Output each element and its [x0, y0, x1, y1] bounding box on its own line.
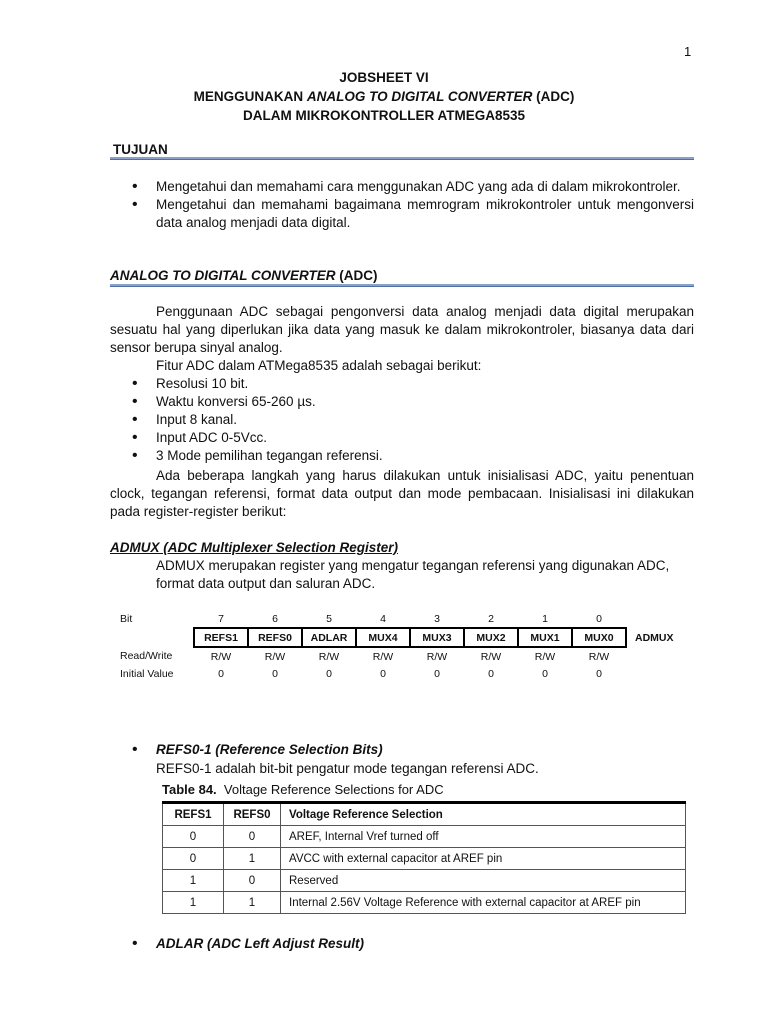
bit-number: 7 — [218, 612, 224, 625]
rw-value: R/W — [480, 650, 502, 663]
initial-value: 0 — [542, 667, 548, 680]
list-item: • Resolusi 10 bit. — [110, 375, 694, 393]
initial-value: 0 — [218, 667, 224, 680]
title-line-3: DALAM MIKROKONTROLLER ATMEGA8535 — [242, 108, 525, 123]
bit-number: 1 — [542, 612, 548, 625]
list-item: • Input ADC 0-5Vcc. — [110, 429, 694, 447]
table-cell: 0 — [224, 870, 281, 892]
title-line-2 — [0, 89, 768, 104]
initial-value: 0 — [434, 667, 440, 680]
table-cell: 1 — [163, 870, 224, 892]
initial-value: 0 — [380, 667, 386, 680]
initial-value: 0 — [596, 667, 602, 680]
column-header: Voltage Reference Selection — [281, 803, 686, 826]
initial-value: 0 — [326, 667, 332, 680]
list-item: • Mengetahui dan memahami bagaimana memrogram mikrokontroler untuk mengonversi data analog menjadi data digital. — [110, 196, 694, 232]
table-caption-text: Voltage Reference Selections for ADC — [216, 782, 444, 797]
adc-paragraph-2: Fitur ADC dalam ATMega8535 adalah sebagai berikut: — [156, 358, 482, 373]
list-item — [110, 935, 694, 953]
rw-value: R/W — [318, 650, 340, 663]
table-cell: AVCC with external capacitor at AREF pin — [281, 848, 686, 870]
table-cell: 0 — [163, 826, 224, 848]
admux-heading: ADMUX (ADC Multiplexer Selection Register) — [110, 540, 399, 555]
refs-bullet-text: REFS0-1 (Reference Selection Bits) — [156, 742, 383, 757]
column-header: REFS0 — [224, 803, 281, 826]
tujuan-heading: TUJUAN — [113, 142, 168, 157]
table-cell: AREF, Internal Vref turned off — [281, 826, 686, 848]
bit-number: 0 — [596, 612, 602, 625]
table-cell: 1 — [224, 848, 281, 870]
adlar-list — [110, 935, 694, 953]
voltage-reference-table — [162, 801, 686, 914]
title-line-2-italic: ANALOG TO DIGITAL CONVERTER — [306, 89, 533, 104]
list-item: • Waktu konversi 65-260 µs. — [110, 393, 694, 411]
table-row — [163, 870, 686, 892]
list-item: • Input 8 kanal. — [110, 411, 694, 429]
register-bit-name: MUX1 — [518, 628, 572, 647]
initial-value: 0 — [488, 667, 494, 680]
feature-list — [110, 375, 694, 465]
list-item: • Mengetahui dan memahami cara menggunakan ADC yang ada di dalam mikrokontroler. — [110, 178, 694, 196]
table-caption — [162, 782, 444, 797]
bit-number: 3 — [434, 612, 440, 625]
adc-heading-italic: ANALOG TO DIGITAL CONVERTER — [110, 268, 336, 283]
table-row — [163, 848, 686, 870]
register-bit-name: REFS1 — [194, 628, 248, 647]
admux-register-table — [120, 610, 686, 682]
rw-value: R/W — [534, 650, 556, 663]
register-bit-name: MUX3 — [410, 628, 464, 647]
refs-list — [110, 741, 694, 759]
rw-value: R/W — [588, 650, 610, 663]
register-bit-name: MUX0 — [572, 628, 626, 647]
register-bit-name: MUX2 — [464, 628, 518, 647]
adc-paragraph-3: Ada beberapa langkah yang harus dilakukan untuk inisialisasi ADC, yaitu penentuan clock, tegangan referensi, format data output dan mode pembacaan. Inisialisasi ini dilakukan pada register-register berikut: — [110, 468, 694, 519]
register-bit-name: REFS0 — [248, 628, 302, 647]
rw-value: R/W — [426, 650, 448, 663]
table-row — [163, 826, 686, 848]
list-item: • 3 Mode pemilihan tegangan referensi. — [110, 447, 694, 465]
initial-value: 0 — [272, 667, 278, 680]
bit-number: 6 — [272, 612, 278, 625]
register-name: ADMUX — [635, 631, 674, 644]
rw-value: R/W — [372, 650, 394, 663]
table-cell: 0 — [224, 826, 281, 848]
register-bit-name: MUX4 — [356, 628, 410, 647]
table-cell: Internal 2.56V Voltage Reference with external capacitor at AREF pin — [281, 892, 686, 914]
table-cell: 1 — [163, 892, 224, 914]
tujuan-rule — [110, 157, 694, 160]
bit-number: 4 — [380, 612, 386, 625]
title-line-2-prefix: MENGGUNAKAN — [193, 89, 307, 104]
rw-label: Read/Write — [120, 650, 173, 662]
refs-description: REFS0-1 adalah bit-bit pengatur mode tegangan referensi ADC. — [156, 761, 539, 776]
bit-number: 5 — [326, 612, 332, 625]
adc-heading-suffix: (ADC) — [335, 268, 378, 283]
adlar-bullet-text: ADLAR (ADC Left Adjust Result) — [156, 936, 364, 951]
column-header: REFS1 — [163, 803, 224, 826]
admux-description: ADMUX merupakan register yang mengatur tegangan referensi yang digunakan ADC, format data output dan saluran ADC. — [156, 558, 670, 591]
register-bit-name: ADLAR — [302, 628, 356, 647]
table-caption-number: Table 84. — [162, 782, 217, 797]
table-row — [163, 892, 686, 914]
table-cell: Reserved — [281, 870, 686, 892]
rw-value: R/W — [210, 650, 232, 663]
initial-value-label: Initial Value — [120, 667, 174, 680]
rw-value: R/W — [264, 650, 286, 663]
adc-rule — [110, 284, 694, 287]
title-line-2-suffix: (ADC) — [532, 89, 575, 104]
jobsheet-title: JOBSHEET VI — [339, 70, 429, 85]
list-item — [110, 741, 694, 759]
bit-label: Bit — [120, 613, 133, 625]
bit-number: 2 — [488, 612, 494, 625]
table-cell: 1 — [224, 892, 281, 914]
adc-heading — [110, 268, 378, 283]
adc-paragraph-1: Penggunaan ADC sebagai pengonversi data analog menjadi data digital merupakan sesuatu hal yang diperlukan jika data yang masuk ke dalam mikrokontroler, biasanya data dari sensor berupa sinyal analog. — [110, 304, 694, 355]
tujuan-list — [110, 178, 694, 232]
table-cell: 0 — [163, 848, 224, 870]
page-number: 1 — [684, 44, 692, 59]
